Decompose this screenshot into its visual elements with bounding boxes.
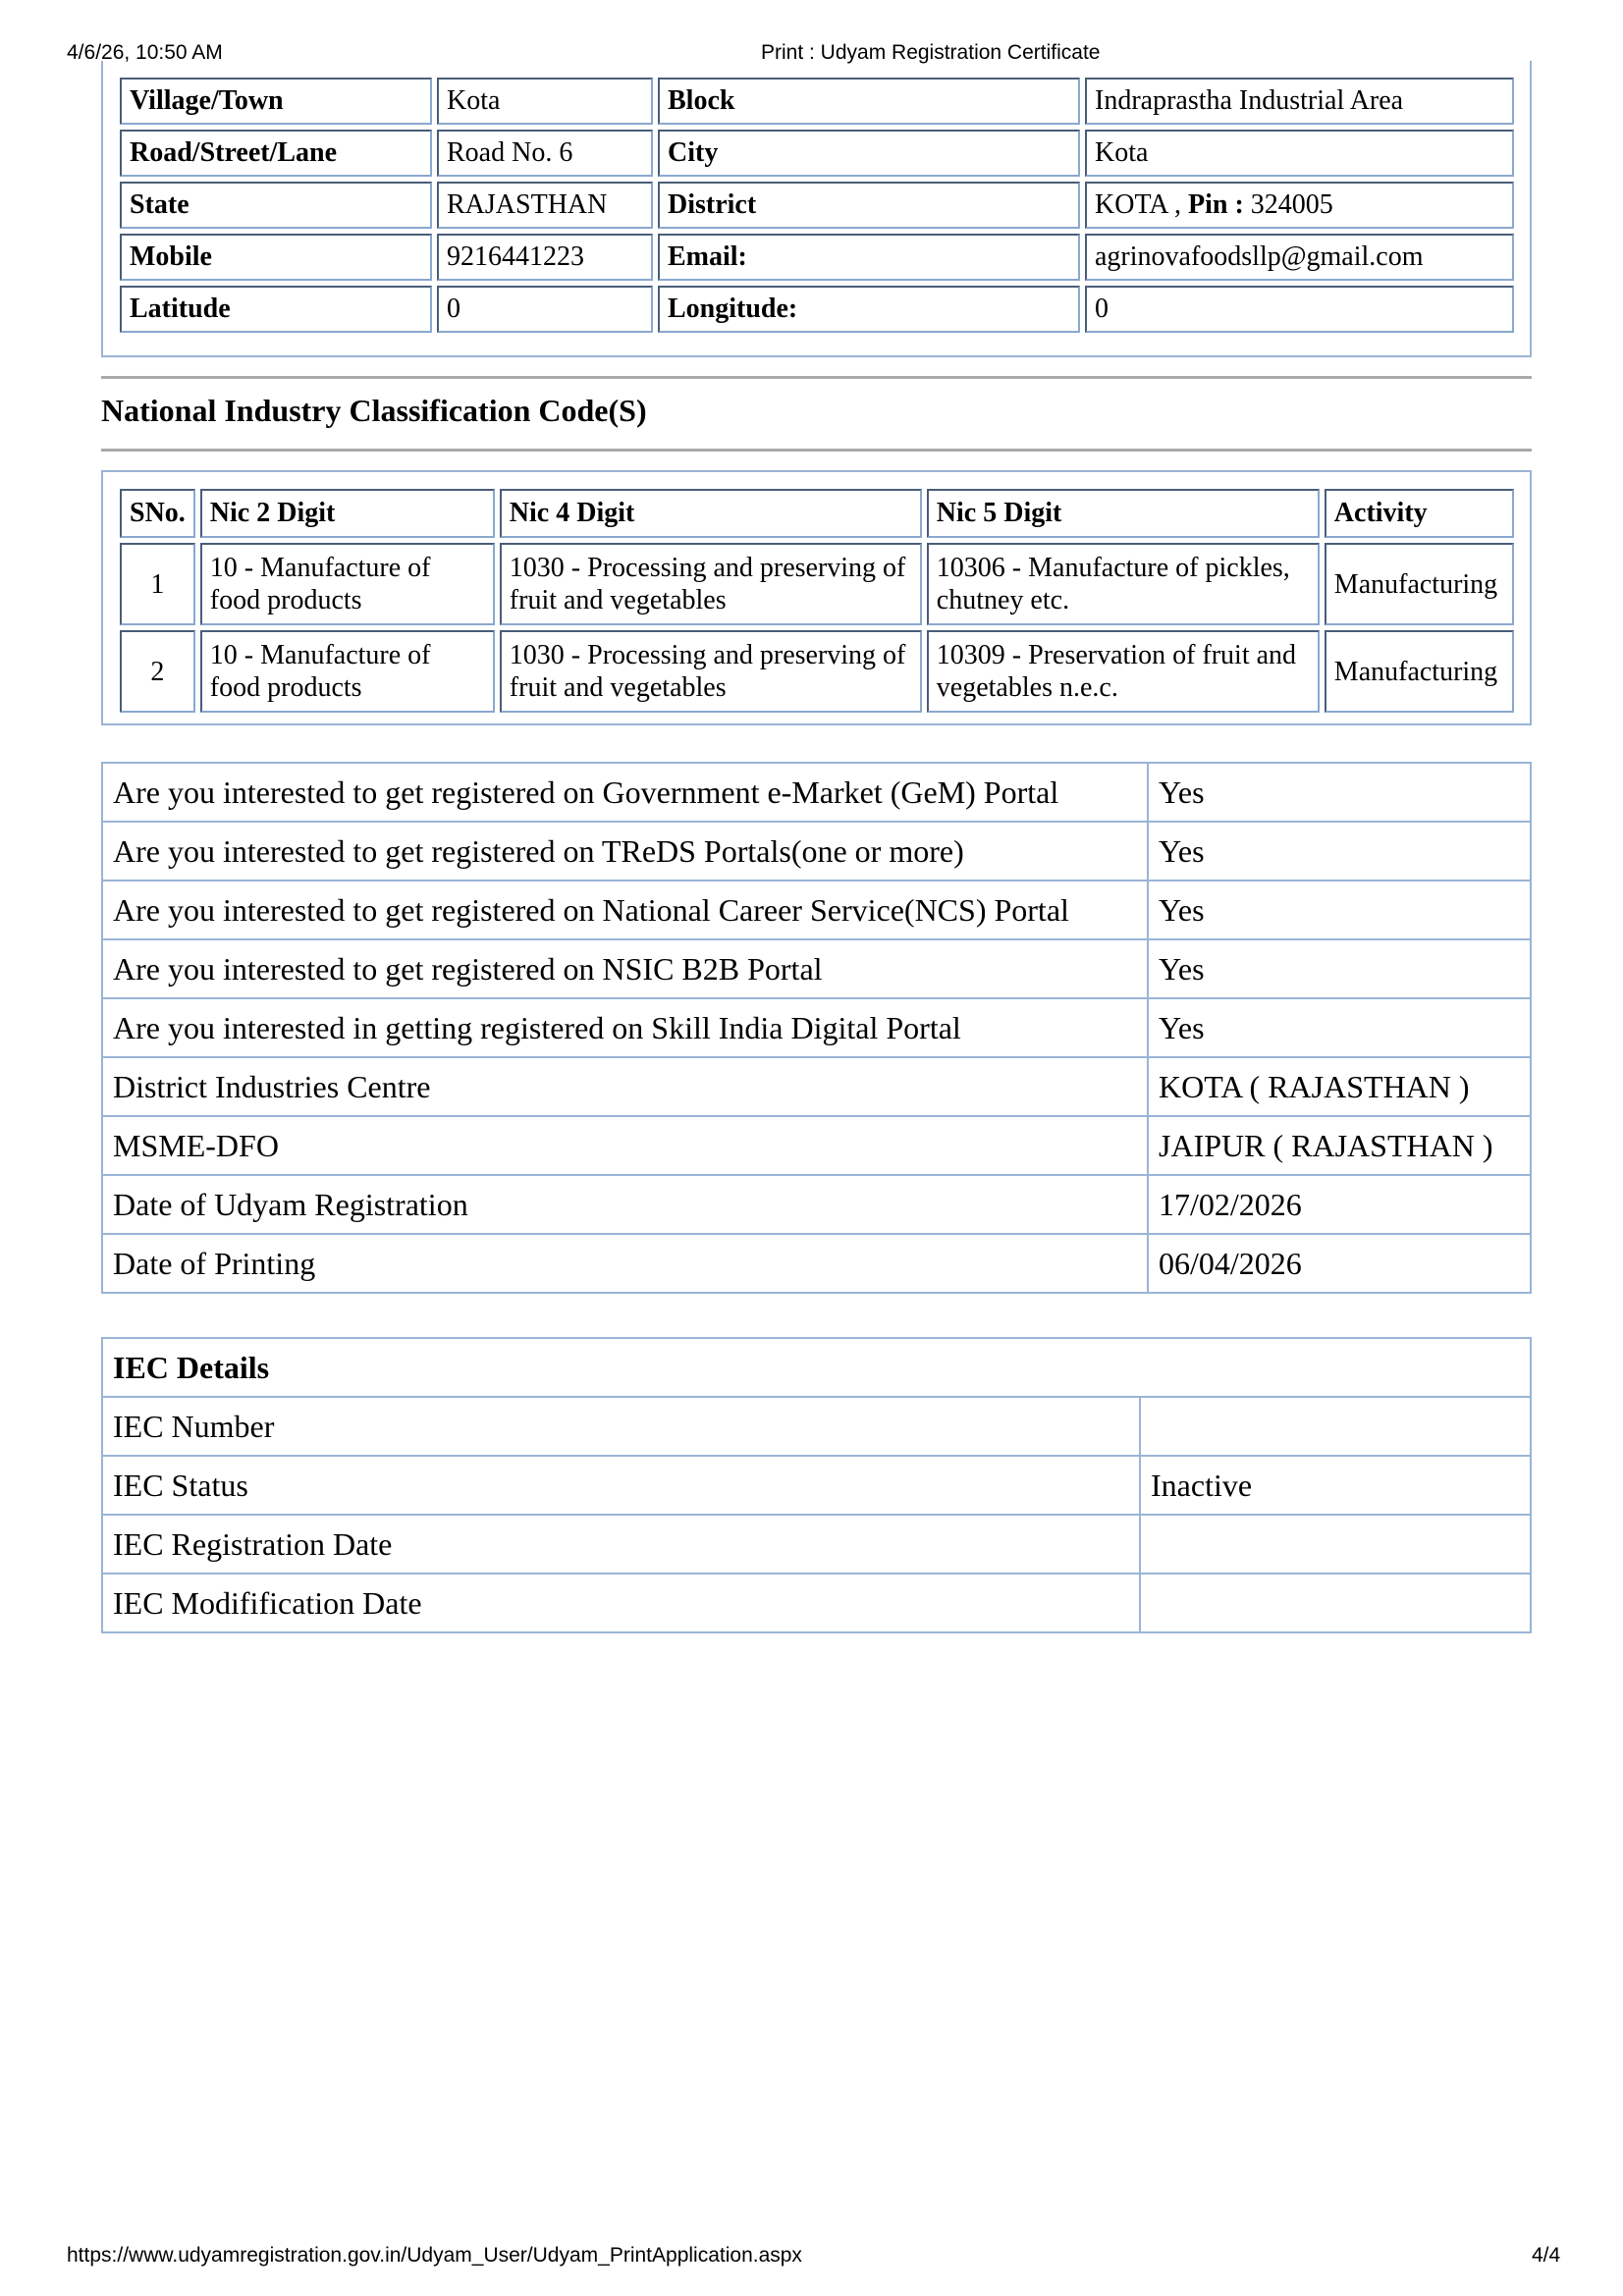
row-value [1140, 1515, 1531, 1574]
portal-registration-table [101, 762, 1532, 1294]
cell-activity: Manufacturing [1325, 630, 1514, 713]
table-row [102, 1116, 1531, 1175]
row-label: IEC Status [102, 1456, 1140, 1515]
table-header-row [120, 489, 1514, 538]
cell-sno: 2 [120, 630, 195, 713]
row-value: Inactive [1140, 1456, 1531, 1515]
table-row [102, 763, 1531, 822]
value-village: Kota [437, 78, 653, 125]
address-table [115, 73, 1519, 338]
table-row [120, 630, 1514, 713]
row-label: IEC Modifification Date [102, 1574, 1140, 1632]
row-label: Date of Printing [102, 1234, 1148, 1293]
row-label: Are you interested in getting registered on Skill India Digital Portal [102, 998, 1148, 1057]
value-city: Kota [1085, 130, 1514, 177]
table-row [120, 234, 1514, 281]
row-label: IEC Registration Date [102, 1515, 1140, 1574]
table-row [102, 1574, 1531, 1632]
col-nic4: Nic 4 Digit [500, 489, 922, 538]
table-row [102, 881, 1531, 939]
table-row [120, 78, 1514, 125]
table-row [102, 1397, 1531, 1456]
cell-nic4: 1030 - Processing and preserving of fruit and vegetables [500, 543, 922, 625]
value-email: agrinovafoodsllp@gmail.com [1085, 234, 1514, 281]
cell-sno: 1 [120, 543, 195, 625]
table-row [102, 1234, 1531, 1293]
row-value: Yes [1148, 998, 1531, 1057]
cell-nic4: 1030 - Processing and preserving of fruit and vegetables [500, 630, 922, 713]
label-road: Road/Street/Lane [120, 130, 432, 177]
value-latitude: 0 [437, 286, 653, 333]
pin-label: Pin : [1187, 189, 1244, 220]
iec-title: IEC Details [102, 1338, 1531, 1397]
table-row [120, 543, 1514, 625]
row-label: MSME-DFO [102, 1116, 1148, 1175]
label-city: City [658, 130, 1080, 177]
row-value [1140, 1574, 1531, 1632]
cell-nic5: 10306 - Manufacture of pickles, chutney etc. [927, 543, 1320, 625]
row-label: District Industries Centre [102, 1057, 1148, 1116]
table-row [102, 939, 1531, 998]
table-row [102, 822, 1531, 881]
row-value: 06/04/2026 [1148, 1234, 1531, 1293]
table-row [102, 1456, 1531, 1515]
value-road: Road No. 6 [437, 130, 653, 177]
row-label: Are you interested to get registered on Government e-Market (GeM) Portal [102, 763, 1148, 822]
print-url: https://www.udyamregistration.gov.in/Udyam_User/Udyam_PrintApplication.aspx [67, 2244, 802, 2267]
row-label: IEC Number [102, 1397, 1140, 1456]
label-email: Email: [658, 234, 1080, 281]
table-row [102, 1057, 1531, 1116]
value-longitude: 0 [1085, 286, 1514, 333]
divider [101, 376, 1532, 379]
value-mobile: 9216441223 [437, 234, 653, 281]
nic-table [115, 484, 1519, 718]
district-name: KOTA , [1095, 189, 1188, 220]
table-row [102, 1175, 1531, 1234]
label-district: District [658, 182, 1080, 229]
row-value: Yes [1148, 763, 1531, 822]
label-village: Village/Town [120, 78, 432, 125]
label-block: Block [658, 78, 1080, 125]
print-title: Print : Udyam Registration Certificate [761, 41, 1101, 64]
row-label: Are you interested to get registered on NSIC B2B Portal [102, 939, 1148, 998]
table-row [120, 182, 1514, 229]
row-value: Yes [1148, 939, 1531, 998]
table-row [102, 1515, 1531, 1574]
cell-activity: Manufacturing [1325, 543, 1514, 625]
page-number: 4/4 [1532, 2244, 1561, 2267]
col-nic5: Nic 5 Digit [927, 489, 1320, 538]
cell-nic2: 10 - Manufacture of food products [200, 630, 495, 713]
row-value: 17/02/2026 [1148, 1175, 1531, 1234]
col-sno: SNo. [120, 489, 195, 538]
row-value: KOTA ( RAJASTHAN ) [1148, 1057, 1531, 1116]
label-mobile: Mobile [120, 234, 432, 281]
row-label: Date of Udyam Registration [102, 1175, 1148, 1234]
value-block: Indraprastha Industrial Area [1085, 78, 1514, 125]
pin-value: 324005 [1243, 189, 1333, 220]
label-state: State [120, 182, 432, 229]
table-header-row [102, 1338, 1531, 1397]
row-value: JAIPUR ( RAJASTHAN ) [1148, 1116, 1531, 1175]
row-value [1140, 1397, 1531, 1456]
value-district [1085, 182, 1514, 229]
address-section [101, 61, 1532, 357]
divider [101, 449, 1532, 452]
label-latitude: Latitude [120, 286, 432, 333]
row-label: Are you interested to get registered on TReDS Portals(one or more) [102, 822, 1148, 881]
table-row [102, 998, 1531, 1057]
cell-nic2: 10 - Manufacture of food products [200, 543, 495, 625]
col-nic2: Nic 2 Digit [200, 489, 495, 538]
col-activity: Activity [1325, 489, 1514, 538]
label-longitude: Longitude: [658, 286, 1080, 333]
nic-section [101, 470, 1532, 725]
row-value: Yes [1148, 881, 1531, 939]
value-state: RAJASTHAN [437, 182, 653, 229]
iec-details-table [101, 1337, 1532, 1633]
row-label: Are you interested to get registered on National Career Service(NCS) Portal [102, 881, 1148, 939]
print-datetime: 4/6/26, 10:50 AM [67, 41, 223, 64]
cell-nic5: 10309 - Preservation of fruit and vegetables n.e.c. [927, 630, 1320, 713]
table-row [120, 286, 1514, 333]
table-row [120, 130, 1514, 177]
nic-section-title: National Industry Classification Code(S) [101, 393, 647, 428]
row-value: Yes [1148, 822, 1531, 881]
